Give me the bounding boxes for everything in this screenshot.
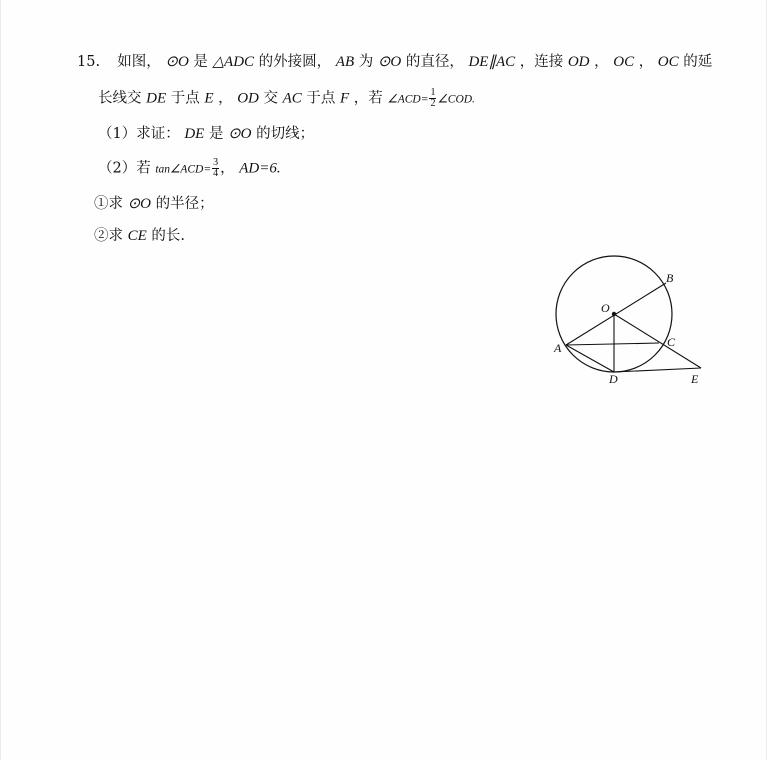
part-1-label: （1）求证：: [98, 126, 180, 142]
label-o: O: [601, 301, 610, 315]
text-segment: ，连接: [519, 54, 564, 70]
math-triangle-adc: △ADC: [212, 54, 255, 70]
math-angle-cod: ∠COD.: [437, 93, 475, 106]
text-segment: 为: [358, 54, 374, 70]
label-e: E: [691, 372, 699, 386]
sub-2-label: ②求: [94, 228, 123, 244]
segment-ac: [566, 343, 659, 345]
math-circle-o: ⊙O: [165, 54, 189, 70]
text-segment: 的外接圆，: [258, 54, 332, 70]
math-point-f: F: [340, 90, 350, 107]
math-circle-o: ⊙O: [127, 196, 152, 212]
text-segment: 如图，: [117, 54, 161, 70]
math-de: DE: [146, 90, 167, 107]
math-circle-o: ⊙O: [377, 54, 402, 70]
fraction-numerator: 3: [213, 157, 219, 168]
label-c: C: [667, 335, 676, 349]
part-2-label: （2）若: [98, 160, 151, 177]
math-oc: OC: [657, 54, 679, 70]
segment-ad: [566, 345, 614, 372]
text-segment: 是: [193, 54, 208, 70]
geometry-figure: [1, 0, 767, 760]
text-segment: ，: [594, 54, 609, 70]
sub-1-label: ①求: [94, 196, 123, 212]
text-segment: 的长.: [151, 228, 185, 244]
text-segment: 于点: [306, 90, 336, 107]
fraction-denominator: 4: [213, 168, 219, 179]
math-ab: AB: [335, 54, 355, 70]
text-segment: 交: [263, 90, 278, 107]
fraction-numerator: 1: [430, 87, 436, 98]
math-point-e: E: [204, 90, 214, 107]
text-segment: 于点: [170, 90, 200, 107]
math-oc: OC: [613, 54, 635, 70]
text-segment: ，若: [353, 90, 383, 107]
label-b: B: [666, 271, 674, 285]
text-segment: 的半径；: [155, 196, 214, 212]
label-a: A: [554, 341, 562, 355]
text-segment: 的延: [683, 54, 713, 70]
fraction-denominator: 2: [430, 98, 436, 109]
math-od: OD: [237, 90, 259, 107]
text-segment: 的切线；: [256, 126, 315, 142]
math-de: DE: [184, 126, 205, 142]
label-d: D: [609, 372, 618, 386]
math-ac: AC: [282, 90, 302, 107]
text-segment: ，: [220, 160, 235, 177]
math-tan-acd: tan∠ACD=: [155, 163, 212, 176]
math-circle-o: ⊙O: [228, 126, 252, 142]
text-segment: 是: [208, 126, 224, 142]
text-segment: ，: [638, 54, 654, 70]
center-point-o: [612, 312, 616, 316]
math-od: OD: [567, 54, 590, 70]
text-segment: 的直径，: [405, 54, 464, 70]
math-ad-equals-6: AD=6.: [239, 160, 281, 177]
problem-number: 15.: [77, 54, 101, 70]
math-angle-acd: ∠ACD=: [387, 93, 429, 106]
math-ce: CE: [127, 228, 147, 244]
text-segment: 长线交: [98, 90, 142, 107]
segment-oce: [614, 314, 701, 368]
math-de-parallel-ac: DE∥AC: [468, 54, 516, 70]
text-segment: ，: [218, 90, 233, 107]
